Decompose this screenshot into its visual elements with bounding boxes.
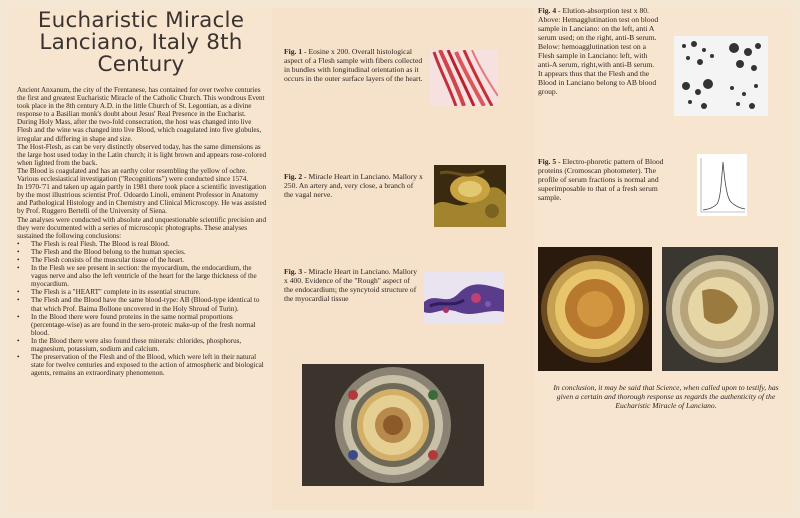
- fig2-image: [434, 165, 506, 227]
- bullet-text: In the Blood there were also found these minerals: chlorides, phosphorus, magnesium, potassium, sodium and calcium.: [31, 336, 242, 353]
- fig1-image: [430, 50, 498, 106]
- bullet-text: In the Flesh we see present in section: the myocardium, the endocardium, the vagus nerve and also the left ventricle of the heart for the large thickness of the myocardium.: [31, 264, 257, 289]
- bullet-dot: •: [17, 239, 20, 248]
- intro-paragraph: The Host-Flesh, as can be very distinctly observed today, has the same dimensions as the large host used today in the Latin church; it is light brown and appears rose-colored when lighted from the back.: [17, 142, 267, 167]
- intro-paragraph: Various ecclesiastical investigation ("Recognitions") were conducted since 1574.: [17, 175, 249, 184]
- title-line-1: Eucharistic Miracle: [37, 8, 245, 33]
- reliquary-photo-left: [538, 247, 652, 371]
- conclusion-bullet: [17, 337, 267, 353]
- conclusion-bullet: [17, 288, 267, 296]
- bullet-text: The Flesh is real Flesh. The Blood is real Blood.: [31, 239, 170, 248]
- fig3-caption: [284, 267, 420, 303]
- fig2-caption: [284, 172, 424, 199]
- article-body: [17, 86, 267, 377]
- bullet-dot: •: [17, 312, 20, 321]
- fig4-caption: [538, 6, 660, 96]
- fig2-label: Fig. 2: [284, 172, 303, 181]
- fig1-text: - Eosine x 200. Overall histological aspect of a Flesh sample with fibers collected in bundles with longitudinal orientation as it occurs in the outer surface layers of the heart.: [284, 47, 423, 83]
- conclusion-text: In conclusion, it may be said that Science, when called upon to testify, has given a certain and thorough response as regards the authenticity of the Eucharistic Miracle of Lanciano.: [553, 383, 779, 411]
- fig5-label: Fig. 5: [538, 157, 557, 166]
- bullet-text: The preservation of the Flesh and of the Blood, which were left in their natural state for twelve centuries and exposed to the action of atmospheric and biological agents, remains an extraordinary phenomenon.: [31, 353, 264, 378]
- bullet-dot: •: [17, 336, 20, 345]
- fig4-text: - Elution-absorption test x 80. Above: Hemagglutination test on blood sample in Lanciano: on the left, anti A serum used; on the right, anti-B serum. Below: hemoagglutination test on a Flesh sample in Lanciano: left, with anti-A serum, right,with anti-B serum. It appears thus that the Flesh and the Blood in Lanciano belong to AB blood group.: [538, 6, 659, 96]
- fig3-text: - Miracle Heart in Lanciano. Mallory x 400. Evidence of the "Rough" aspect of the endocardium; the syncytoid structure of the myocardial tissue: [284, 267, 418, 303]
- intro-paragraph: In 1970-'71 and taken up again partly in 1981 there took place a scientific investigation by the most illustrious scientist Prof. Odoardo Linoli, eminent Professor in Anatomy and Pathological Histology and in Chemistry and Clinical Microscopy. He was assisted by Prof. Ruggero Bertelli of the University of Siena.: [17, 183, 267, 216]
- conclusion-bullet: [17, 353, 267, 377]
- fig3-image: [424, 272, 504, 324]
- conclusion-bullet: [17, 264, 267, 288]
- intro-paragraph: The Blood is coagulated and has an earthy color resembling the yellow of ochre.: [17, 166, 248, 175]
- bullet-dot: •: [17, 264, 20, 273]
- bullet-text: The Flesh consists of the muscular tissue of the heart.: [31, 255, 185, 264]
- bullet-text: The Flesh is a "HEART" complete in its essential structure.: [31, 288, 201, 297]
- reliquary-photo-right: [662, 247, 778, 371]
- fig5-image: [697, 154, 747, 216]
- intro-paragraph: The analyses were conducted with absolute and unquestionable scientific precision and they were documented with a series of microscopic photographs. These analyses sustained the following conclusions:: [17, 215, 267, 240]
- fig1-caption: [284, 47, 424, 83]
- fig5-caption: [538, 157, 678, 202]
- title-line-2: Lanciano, Italy 8th Century: [39, 30, 243, 77]
- bullet-dot: •: [17, 296, 20, 305]
- fig5-text: - Electro-phoretic pattern of Blood proteins (Cromoscan photometer). The profile of serum fractions is normal and superimposable to that of a fresh serum sample.: [538, 157, 664, 202]
- conclusion-bullet: [17, 313, 267, 337]
- fig3-label: Fig. 3: [284, 267, 303, 276]
- conclusion-bullet: [17, 240, 267, 248]
- page-title: [10, 10, 272, 76]
- monstrance-photo: [302, 364, 484, 486]
- bullet-text: The Flesh and the Blood belong to the human species.: [31, 247, 186, 256]
- conclusion-bullet: [17, 256, 267, 264]
- fig2-text: - Miracle Heart in Lanciano. Mallory x 250. An artery and, very close, a branch of the vagal nerve.: [284, 172, 423, 199]
- bullet-dot: •: [17, 288, 20, 297]
- bullet-dot: •: [17, 247, 20, 256]
- intro-paragraph: During Holy Mass, after the two-fold consecration, the host was changed into live Flesh and the wine was changed into live Blood, which coagulated into five globules, irregular and differing in shape and size.: [17, 118, 262, 143]
- bullet-dot: •: [17, 255, 20, 264]
- intro-paragraph: Ancient Anxanum, the city of the Frentanese, has contained for over twelve centuries the first and greatest Eucharistic Miracle of the Catholic Church. This wondrous Event took place in the 8th century A.D. in the little Church of St. Legontian, as a divine response to a Basilian monk's doubt about Jesus' Real Presence in the Eucharist.: [17, 86, 265, 119]
- bullet-dot: •: [17, 353, 20, 362]
- bullet-text: The Flesh and the Blood have the same blood-type: AB (Blood-type identical to that which Prof. Baima Bollone uncovered in the Holy Shroud of Turin).: [31, 296, 260, 313]
- conclusion-bullet: [17, 248, 267, 256]
- fig1-label: Fig. 1: [284, 47, 303, 56]
- fig4-image: [674, 36, 768, 116]
- bullet-text: In the Blood there were found proteins in the same normal proportions (percentage-wise) as are found in the sero-proteic make-up of the fresh normal blood.: [31, 312, 256, 337]
- conclusion-bullet: [17, 296, 267, 312]
- fig4-label: Fig. 4: [538, 6, 557, 15]
